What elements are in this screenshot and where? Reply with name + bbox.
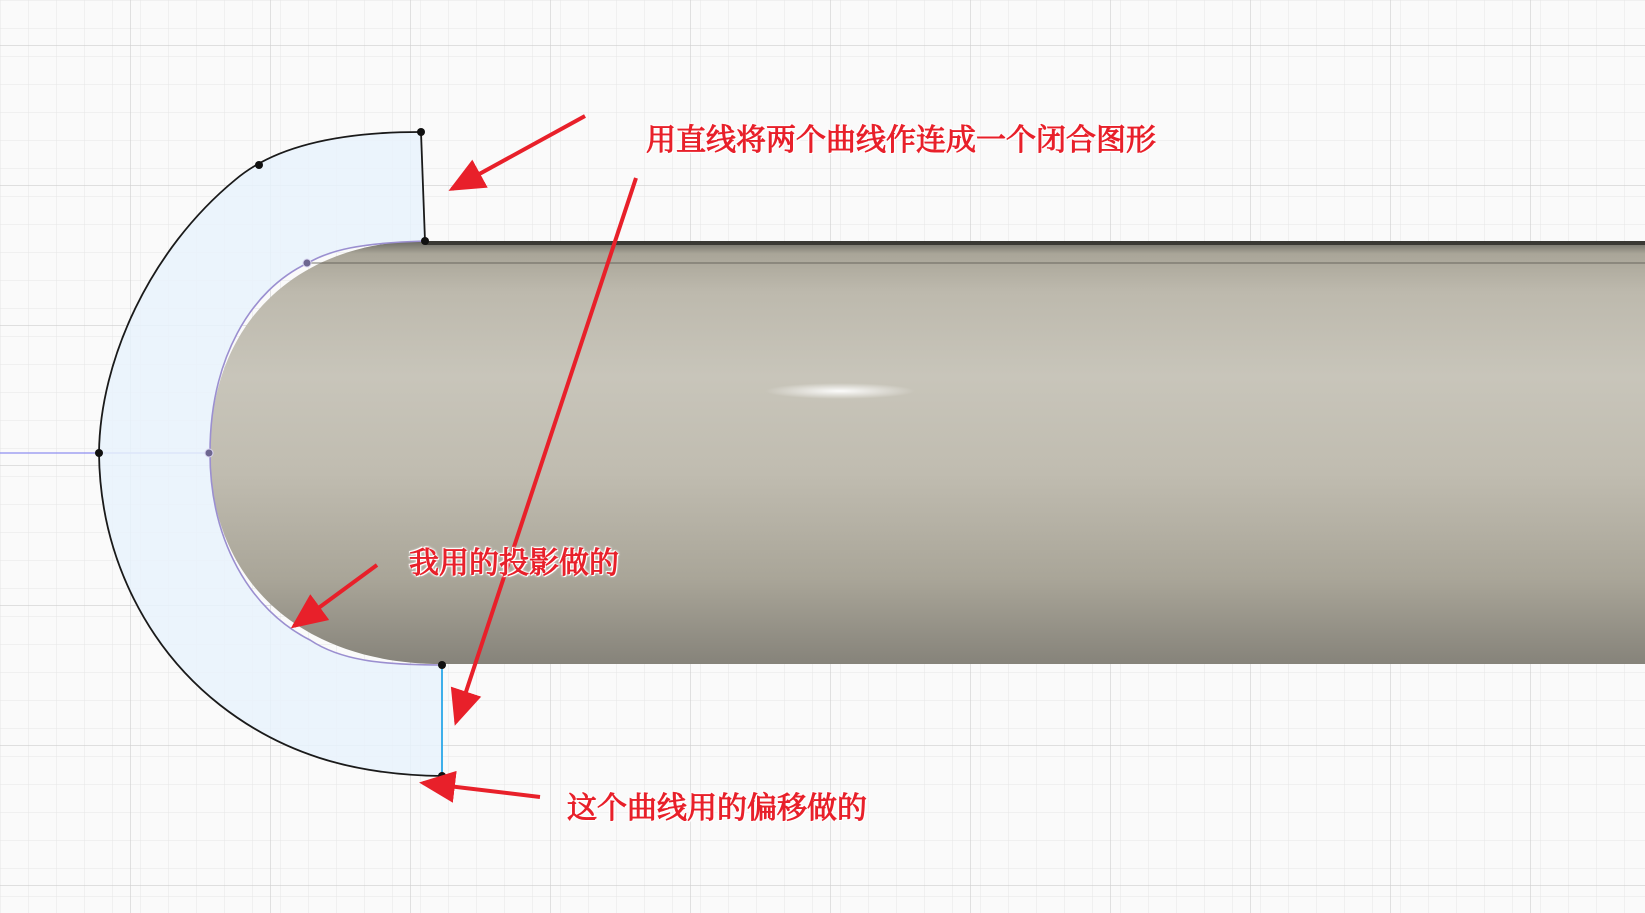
annotation-close-shape: 用直线将两个曲线作连成一个闭合图形	[646, 123, 1156, 158]
annotation-projection: 我用的投影做的	[409, 546, 619, 581]
sketch-point[interactable]	[421, 237, 429, 245]
sketch-point[interactable]	[438, 772, 446, 780]
sketch-point[interactable]	[205, 449, 213, 457]
sketch-point[interactable]	[438, 661, 446, 669]
annotation-offset: 这个曲线用的偏移做的	[567, 791, 867, 826]
tube-body[interactable]	[210, 241, 1645, 664]
sketch-point[interactable]	[95, 449, 103, 457]
tube-highlight	[765, 383, 915, 399]
sketch-point[interactable]	[255, 161, 263, 169]
sketch-point[interactable]	[303, 259, 311, 267]
sketch-point[interactable]	[417, 128, 425, 136]
